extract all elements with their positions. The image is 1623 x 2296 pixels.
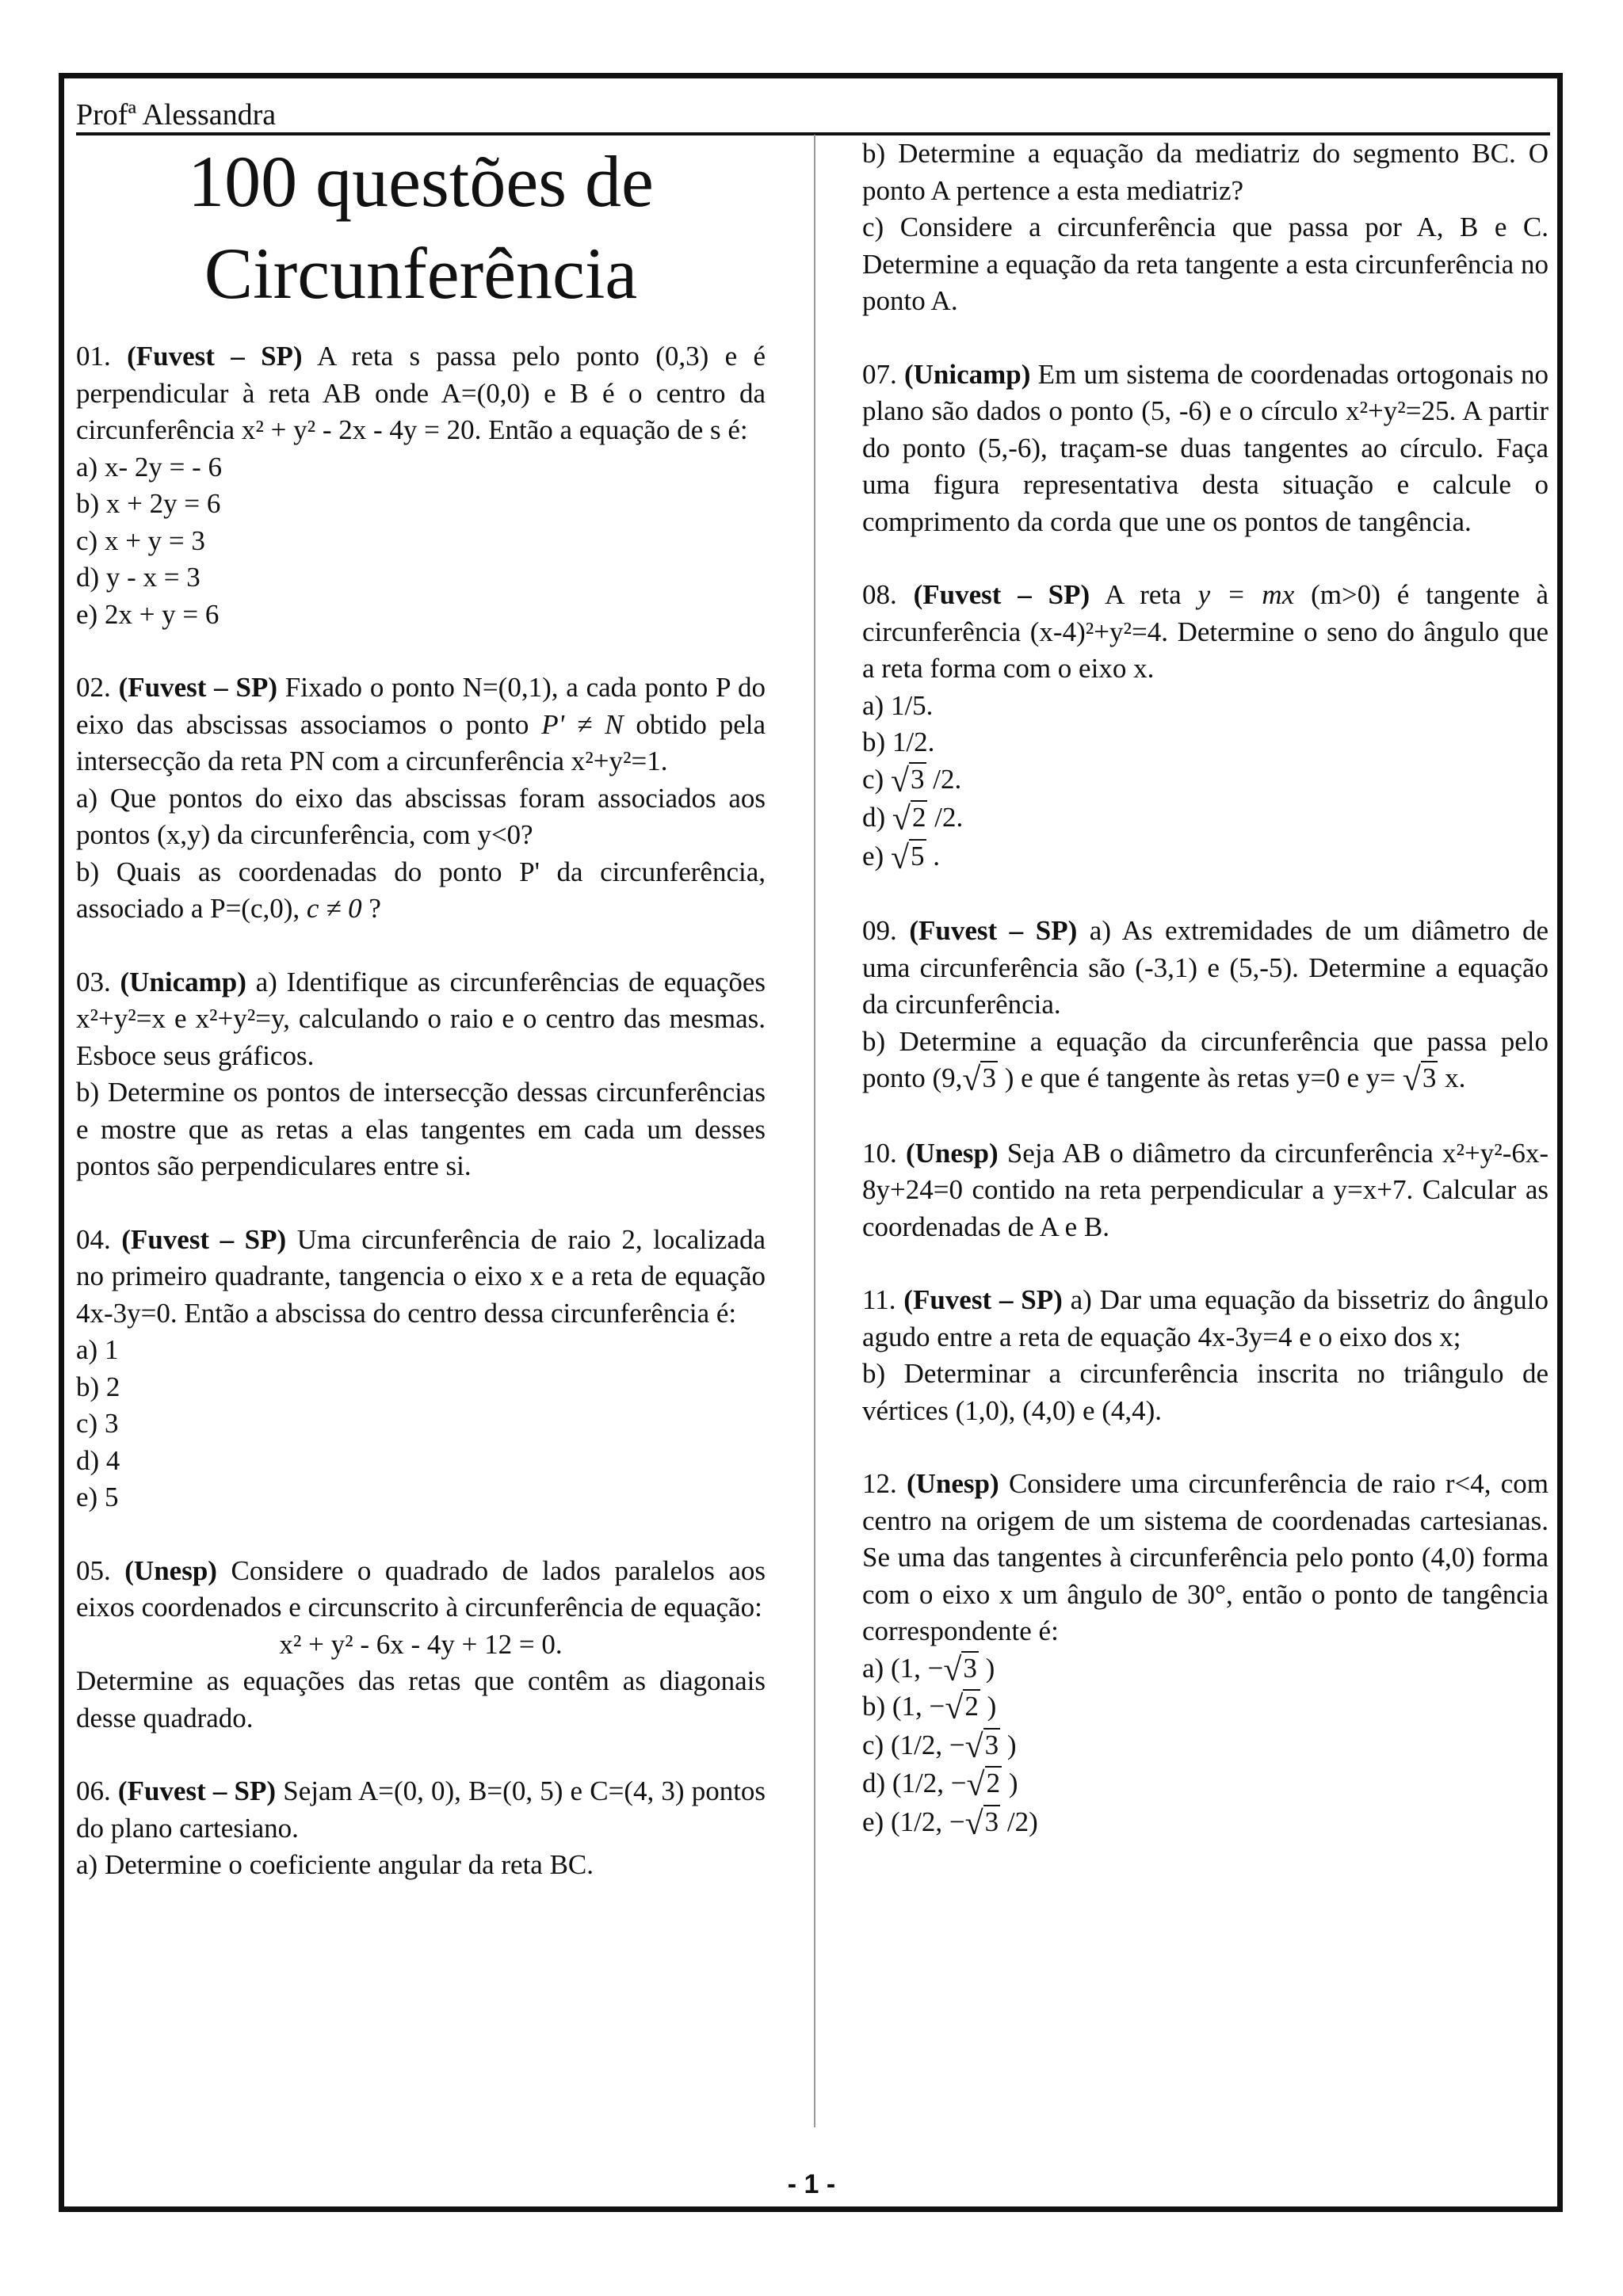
question-03 [76, 964, 766, 1185]
option-c: c) 3 [76, 1408, 119, 1439]
question-02 [76, 669, 766, 928]
question-number: 10. [862, 1137, 897, 1169]
radicand: 3 [1422, 1062, 1437, 1093]
question-text: Em um sistema de coordenadas ortogonais no plano são dados o ponto (5, -6) e o círculo x²+y²=25. A partir do ponto (5,-6), traçam-se duas tangentes ao círculo. Faça uma figura representativa desta situação e calcule o comprimento da corda que une os pontos de tangência. [862, 358, 1549, 537]
question-text: Sejam A=(0, 0), B=(0, 5) e C=(4, 3) pontos do plano cartesiano. [76, 1775, 766, 1844]
option-a [862, 1650, 1549, 1689]
question-source: (Fuvest – SP) [913, 579, 1090, 610]
radicand: 3 [963, 1652, 977, 1684]
question-text: Considere uma circunferência de raio r<4, com centro na origem de um sistema de coordenadas cartesianas. Se uma das tangentes à circunferência pelo ponto (4,0) forma com o eixo x um ângulo de 30°, então o ponto de tangência correspondente é: [862, 1468, 1549, 1646]
option-d: d) 4 [76, 1444, 120, 1476]
question-number: 06. [76, 1775, 111, 1806]
sqrt-expression: √3 [1402, 1062, 1437, 1098]
question-number: 08. [862, 579, 897, 610]
sqrt-expression: √2 [945, 1690, 979, 1726]
item-a: a) Dar uma equação da bissetriz do ângulo agudo entre a reta de equação 4x-3y=4 e o eixo dos x; [862, 1284, 1549, 1352]
question-text: obtido pela intersecção da reta PN com a circunferência x²+y²=1. [76, 708, 766, 776]
item-b-text: ) e que é tangente às retas y=0 e y= [1004, 1062, 1396, 1093]
option-tail: ) [985, 1652, 995, 1684]
option-tail: /2) [1006, 1806, 1038, 1837]
option-c [862, 1727, 1549, 1766]
title-line-1: 100 questões de [188, 141, 654, 222]
option-label: e) [862, 840, 884, 871]
question-source: (Fuvest – SP) [121, 1223, 287, 1255]
question-source: (Fuvest – SP) [118, 672, 277, 703]
item-b [862, 1024, 1549, 1099]
title-line-2: Circunferência [204, 233, 638, 314]
question-01 [76, 338, 766, 633]
sqrt-expression: √5 [890, 839, 925, 876]
option-label: a) (1, − [862, 1652, 944, 1684]
question-text: A reta [1105, 579, 1182, 610]
option-a: a) 1 [76, 1334, 119, 1365]
question-text: Seja AB o diâmetro da circunferência x²+y²-6x-8y+24=0 contido na reta perpendicular a y=x+7. Calcular as coordenadas de A e B. [862, 1137, 1549, 1242]
option-label: c) [862, 763, 884, 795]
sqrt-expression: √3 [964, 1728, 999, 1765]
question-text: (m>0) é tangente à circunferência (x-4)²+y²=4. Determine o seno do ângulo que a reta forma com o eixo x. [862, 579, 1549, 684]
option-d: d) y - x = 3 [76, 562, 200, 593]
sqrt-expression: √2 [892, 801, 926, 837]
radicand: 2 [986, 1768, 1001, 1798]
item-a: a) Identifique as circunferências de equações x²+y²=x e x²+y²=y, calculando o raio e o centro das mesmas. Esboce seus gráficos. [76, 966, 766, 1071]
option-a: a) x- 2y = - 6 [76, 451, 222, 482]
option-a: a) 1/5. [862, 689, 934, 721]
item-b: b) Determine os pontos de intersecção dessas circunferências e mostre que as retas a elas tangentes em cada um desses pontos são perpendiculares entre si. [76, 1077, 766, 1181]
sqrt-expression: √3 [943, 1651, 977, 1688]
question-text: Considere o quadrado de lados paralelos aos eixos coordenados e circunscrito à circunferência de equação: [76, 1554, 766, 1623]
item-b-end: x. [1445, 1062, 1466, 1093]
right-column [862, 135, 1549, 1878]
question-number: 07. [862, 358, 897, 390]
page-number: - 1 - [787, 2169, 836, 2199]
question-source: (Unesp) [124, 1554, 217, 1586]
option-label: b) (1, − [862, 1691, 945, 1722]
option-label: d) [862, 802, 886, 833]
option-tail: ) [1008, 1768, 1018, 1798]
sqrt-expression: √3 [890, 762, 925, 799]
question-number: 12. [862, 1468, 897, 1499]
question-10 [862, 1135, 1549, 1246]
question-source: (Fuvest – SP) [909, 915, 1078, 946]
option-b: b) 2 [76, 1371, 120, 1402]
equation: x² + y² - 6x - 4y + 12 = 0. [279, 1628, 563, 1660]
question-source: (Fuvest – SP) [903, 1284, 1063, 1315]
question-source: (Unesp) [905, 1137, 999, 1169]
question-12 [862, 1466, 1549, 1842]
question-05 [76, 1553, 766, 1737]
item-b: b) Determine a equação da mediatriz do segmento BC. O ponto A pertence a esta mediatriz? [862, 138, 1549, 206]
author-header: Profª Alessandra [76, 98, 277, 132]
item-b [76, 854, 766, 928]
math-expression: y = mx [1197, 579, 1295, 610]
question-source: (Unicamp) [120, 966, 246, 997]
option-tail: /2. [933, 763, 962, 795]
option-d [862, 1765, 1549, 1804]
question-number: 01. [76, 341, 111, 372]
question-number: 03. [76, 966, 111, 997]
question-number: 04. [76, 1223, 111, 1255]
question-number: 05. [76, 1554, 111, 1586]
item-a: a) Determine o coeficiente angular da reta BC. [76, 1849, 594, 1880]
sqrt-expression: √3 [962, 1062, 996, 1098]
question-11 [862, 1282, 1549, 1429]
question-06 [76, 1773, 766, 1884]
option-b [862, 1688, 1549, 1727]
item-c: c) Considere a circunferência que passa por A, B e C. Determine a equação da reta tangente a esta circunferência no ponto A. [862, 212, 1549, 316]
option-label: c) (1/2, − [862, 1729, 965, 1760]
question-number: 02. [76, 672, 111, 703]
option-e: e) 2x + y = 6 [76, 598, 220, 630]
question-source: (Unesp) [907, 1468, 999, 1499]
option-tail: . [933, 840, 941, 871]
option-b: b) x + 2y = 6 [76, 488, 221, 519]
sqrt-expression: √3 [964, 1805, 999, 1842]
question-text: Uma circunferência de raio 2, localizada no primeiro quadrante, tangencia o eixo x e a reta de equação 4x-3y=0. Então a abscissa do centro dessa circunferência é: [76, 1223, 766, 1329]
radicand: 3 [984, 1729, 999, 1760]
option-c [862, 761, 1549, 800]
item-a: a) As extremidades de um diâmetro de uma circunferência são (-3,1) e (5,-5). Determine a equação da circunferência. [862, 915, 1549, 1020]
option-tail: /2. [934, 802, 964, 833]
item-b-end: ? [369, 893, 381, 924]
left-column [76, 135, 766, 1920]
item-b-text: b) Determine a equação da circunferência que passa pelo ponto (9, [862, 1025, 1549, 1093]
question-number: 09. [862, 915, 897, 946]
radicand: 3 [911, 763, 925, 795]
option-d [862, 799, 1549, 838]
question-number: 11. [862, 1284, 896, 1315]
question-source: (Unicamp) [903, 358, 1031, 390]
radicand: 5 [911, 840, 925, 871]
question-source: (Fuvest – SP) [127, 341, 303, 372]
question-source: (Fuvest – SP) [117, 1775, 277, 1806]
question-04 [76, 1222, 766, 1516]
radicand: 2 [964, 1691, 979, 1722]
page-title [76, 135, 766, 319]
column-divider [814, 135, 815, 2127]
question-06-continued [862, 135, 1549, 320]
option-e [862, 838, 1549, 877]
option-e: e) 5 [76, 1482, 119, 1512]
question-text: A reta s passa pelo ponto (0,3) e é perpendicular à reta AB onde A=(0,0) e B é o centro da circunferência x² + y² - 2x - 4y = 20. Então a equação de s é: [76, 341, 766, 445]
math-expression: c ≠ 0 [306, 893, 362, 924]
option-label: d) (1/2, − [862, 1768, 967, 1798]
question-text: Fixado o ponto N=(0,1), a cada ponto P do eixo das abscissas associamos o ponto [76, 672, 766, 740]
option-b: b) 1/2. [862, 727, 935, 757]
item-a: a) Que pontos do eixo das abscissas foram associados aos pontos (x,y) da circunferência, com y<0? [76, 782, 766, 850]
item-b: b) Determinar a circunferência inscrita no triângulo de vértices (1,0), (4,0) e (4,4). [862, 1358, 1549, 1426]
option-e [862, 1804, 1549, 1843]
item-b-text: b) Quais as coordenadas do ponto P' da circunferência, associado a P=(c,0), [76, 856, 766, 924]
radicand: 3 [984, 1806, 999, 1837]
question-text: Determine as equações das retas que contêm as diagonais desse quadrado. [76, 1665, 766, 1733]
option-tail: ) [987, 1691, 997, 1722]
sqrt-expression: √2 [966, 1767, 1001, 1803]
question-08 [862, 577, 1549, 876]
option-label: e) (1/2, − [862, 1806, 965, 1837]
question-09 [862, 913, 1549, 1099]
radicand: 2 [911, 802, 926, 833]
option-tail: ) [1006, 1729, 1017, 1760]
question-07 [862, 357, 1549, 541]
option-c: c) x + y = 3 [76, 524, 205, 556]
math-expression: P' ≠ N [541, 708, 624, 740]
radicand: 3 [982, 1062, 996, 1093]
